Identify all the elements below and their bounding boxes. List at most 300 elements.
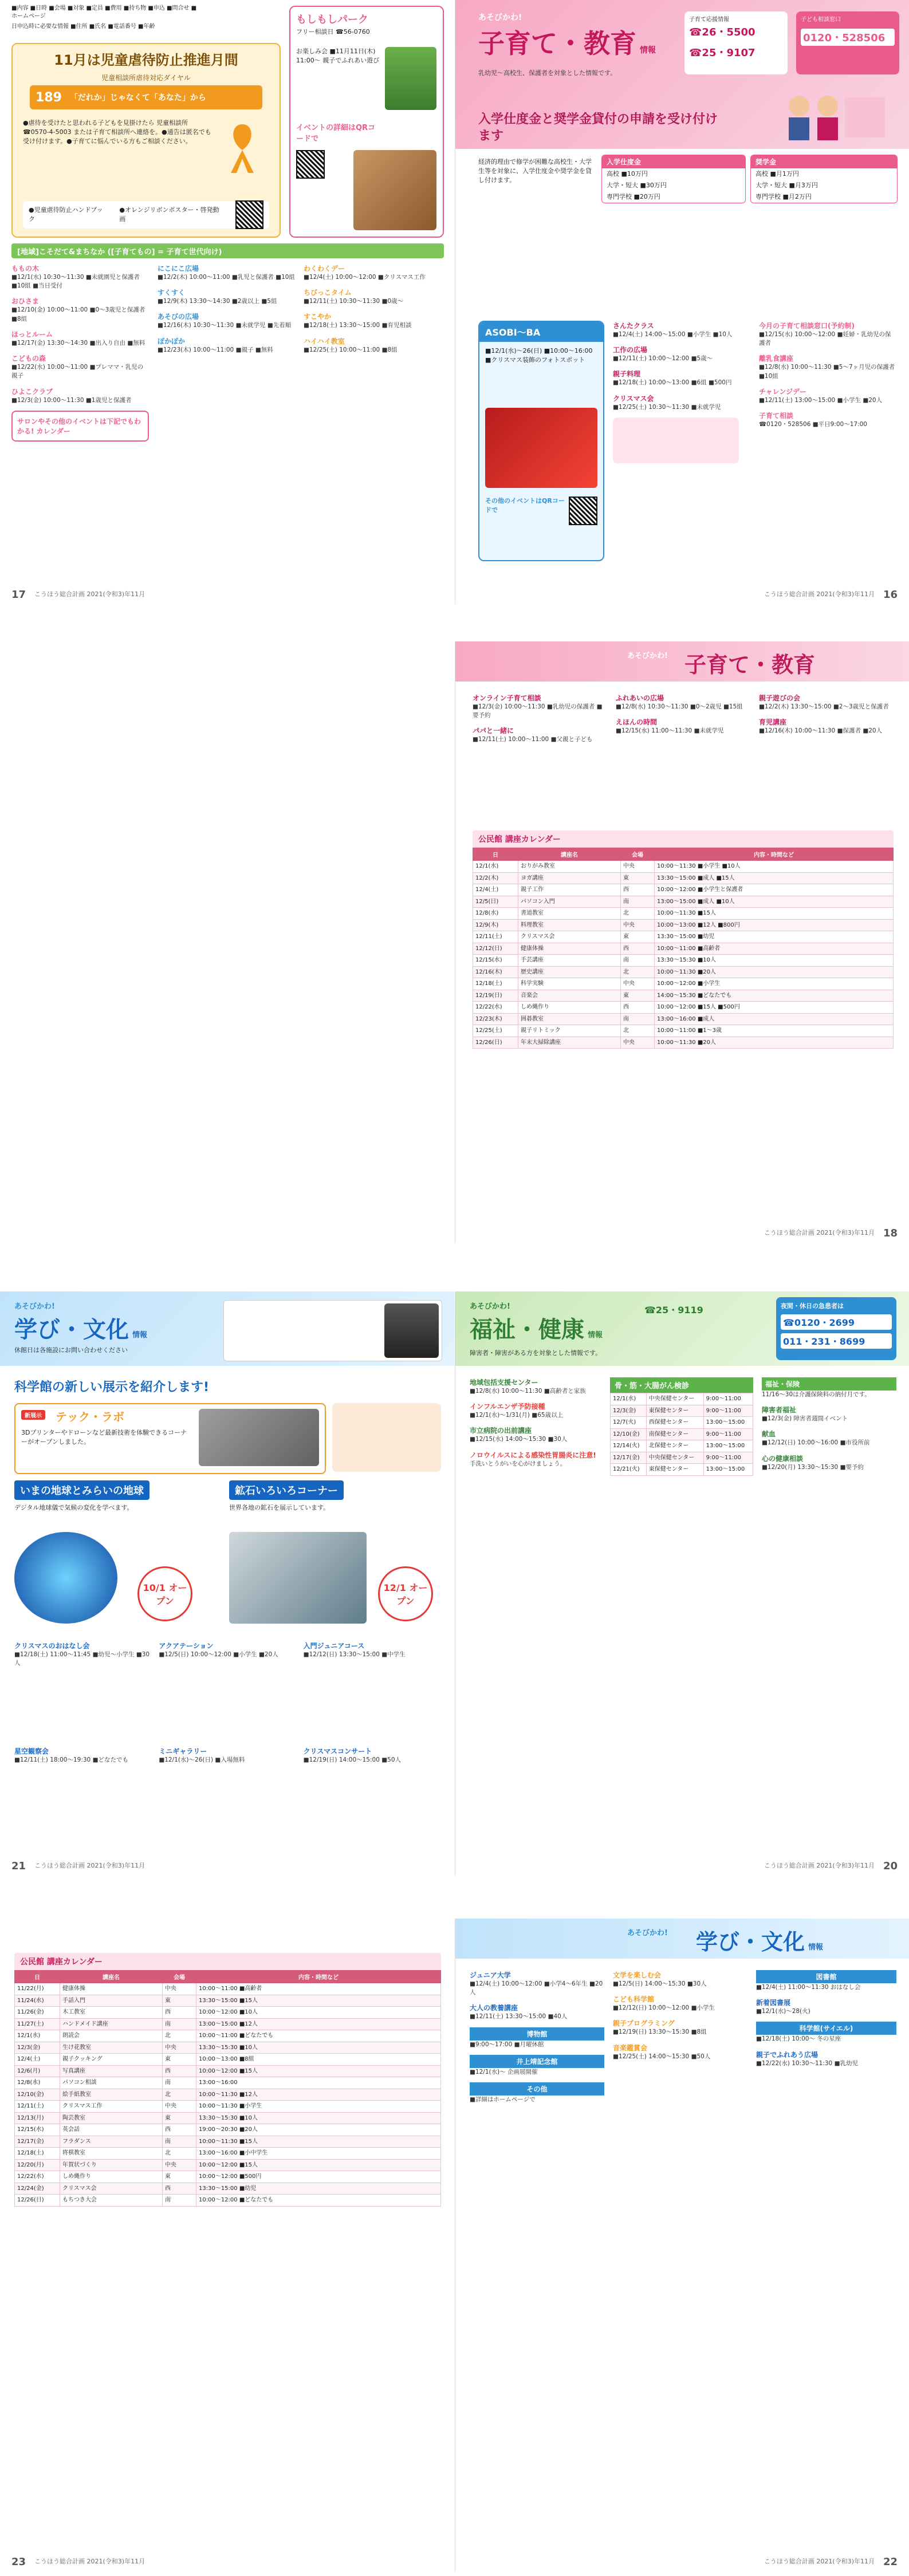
table-cell: 12/18(土) [473,978,518,990]
page-21 [0,1291,454,1876]
table-cell: 13:00〜15:00 [703,1464,753,1476]
table-cell: 12/15(水) [473,955,518,967]
emergency-phone[interactable]: ☎0120・2699 [781,1314,892,1330]
table-cell: もちつき大会 [60,2195,163,2207]
table-cell: 西保健センター [646,1417,703,1429]
item-title: にこにこ広場 [158,265,199,273]
item-body: ■12/18(土) 10:00〜 冬の星座 [756,2035,841,2043]
table-cell: パソコン相談 [60,2077,163,2089]
table-cell: 南 [621,896,655,908]
item-title: その他 [470,2082,604,2096]
list-item [616,717,750,735]
table-row [15,2112,441,2124]
list-item [158,336,295,355]
table-cell: 12/1(水) [611,1393,647,1405]
culture-col-2 [613,1970,747,2520]
table-cell: 北 [163,2089,196,2101]
col-c [759,693,894,825]
table-cell: 東 [163,2171,196,2183]
list-item [304,336,444,355]
table-cell: 手話入門 [60,1995,163,2007]
event-qr-title: イベントの詳細はQRコードで [296,124,376,143]
hotline-phone[interactable]: 0120・528506 [801,29,895,46]
page-18 [455,641,909,1243]
table-cell: 11/27(土) [15,2018,60,2030]
table-cell: 西 [163,2124,196,2136]
t2-row: 高校 ■月1万円 [755,170,799,178]
list-item [613,321,750,339]
item-body: ■12/2(木) 10:00〜11:00 ■乳児と保護者 ■10組 [158,274,295,281]
table-cell: 10:00〜12:00 ■15人 [196,2065,441,2077]
table-cell: 東 [163,2112,196,2124]
item-body: ■12/25(土) 10:00〜11:00 ■8組 [304,346,398,353]
table-cell: 東 [621,872,655,884]
item-body: ■12/16(木) 10:30〜11:30 ■未就学児 ■先着順 [158,322,292,329]
col-header: 講座名 [518,848,621,861]
techlab-body: 3Dプリンターやドローンなど最新技術を体験できるコーナーがオープンしました。 [21,1429,187,1445]
table-row [611,1452,753,1464]
list-item [613,2043,747,2061]
culture-col-3 [756,1970,896,2520]
item-title: ノロウイルスによる感染性胃腸炎に注意! [470,1451,596,1459]
page-20 [455,1291,909,1876]
list-item [470,2003,604,2021]
item-body: ■12/1(水)〜 企画展開催 [470,2068,538,2075]
table-row [611,1464,753,1476]
list-item [470,1970,604,1997]
item-body: ■12/2(木) 13:30〜15:00 ■2〜3歳児と保護者 [759,703,889,710]
mineral-title: 鉱石いろいろコーナー [229,1480,344,1500]
table-cell: 12/13(月) [15,2112,60,2124]
list-item [470,2027,604,2049]
table-cell: パソコン入門 [518,896,621,908]
table-cell: 12/3(金) [15,2042,60,2054]
item-title: 工作の広場 [613,346,648,355]
contact1-phone[interactable]: ☎26・5500 [689,26,755,38]
t1-row: 専門学校 ■20万円 [607,192,660,200]
title-text: 学び・文化 [14,1317,129,1343]
item-title: 図書館 [756,1970,896,1983]
table-cell: 料理教室 [518,919,621,931]
item-body: ■12/4(土) 10:00〜12:00 ■クリスマス工作 [304,274,426,281]
qr-code-icon [235,200,263,229]
mineral-photo [229,1532,367,1624]
table-cell: 絵手紙教室 [60,2089,163,2101]
item-body: ■12/9(木) 13:30〜14:30 ■2歳以上 ■5組 [158,298,277,305]
region-col-2 [158,263,295,561]
table-cell: 北 [621,1025,655,1037]
item-title: ぽかぽか [158,337,186,345]
table-cell: 中央 [163,2159,196,2171]
table-cell: しめ縄作り [518,1002,621,1014]
spread-23-22 [0,1919,909,2571]
table-cell: 11/22(月) [15,1983,60,1995]
table-cell: 生け花教室 [60,2042,163,2054]
table-cell: 10:00〜11:30 ■小学生 ■10人 [655,861,894,873]
page-footer: こうほう総合計画 2021(令和3)年11月 [764,1862,875,1869]
page-17 [0,0,454,604]
table-cell: 12/18(土) [15,2148,60,2160]
table-cell: 中央保健センター [646,1452,703,1464]
emergency-box [776,1297,896,1360]
table-cell: 12/15(水) [15,2124,60,2136]
item-title: 親子プログラミング [613,2019,675,2028]
table-cell: 12/21(火) [611,1464,647,1476]
item-body: ■12/5(日) 14:00〜15:30 ■30人 [613,1980,707,1987]
table-cell: 12/10(金) [611,1428,647,1440]
table-cell: しめ縄作り [60,2171,163,2183]
culture-col-1 [470,1970,604,2520]
table-cell: 12/9(木) [473,919,518,931]
table-cell: 東 [621,990,655,1002]
asobiba-card [478,321,604,561]
table-cell: 10:00〜11:30 ■12人 [196,2089,441,2101]
list-item [613,345,750,363]
list-item [304,1746,441,1830]
list-item [762,1429,896,1447]
item-body: ■12/12(日) 13:30〜15:00 ■中学生 [303,1651,406,1658]
item-title: ちびっこタイム [304,289,352,297]
page-22 [455,1919,909,2571]
globe-photo [14,1532,117,1624]
list-item [14,1746,152,1830]
list-item [158,312,295,330]
table-cell: 中央保健センター [646,1393,703,1405]
item-title: ジュニア大学 [470,1971,511,1979]
table-cell: 10:00〜13:00 ■12人 ■800円 [655,919,894,931]
title-sub: 情報 [588,1331,603,1340]
item-title: 文学を楽しむ会 [613,1971,662,1979]
item-title: さんたクラス [613,322,654,330]
table-cell: 朗読会 [60,2030,163,2042]
table-cell: 英会話 [60,2124,163,2136]
item-body: ■9:00〜17:00 ■月曜休館 [470,2041,544,2048]
list-item [158,287,295,306]
page-footer: こうほう総合計画 2021(令和3)年11月 [764,1229,875,1236]
item-body: ■12/15(水) 14:00〜15:30 ■30人 [470,1436,568,1443]
table-cell: 10:00〜11:30 ■15人 [196,2136,441,2148]
item-title: 育児講座 [759,718,787,727]
page-16 [455,0,909,604]
earth-title: いまの地球とみらいの地球 [14,1480,149,1500]
item-body: ■12/12(日) 10:00〜16:00 ■市役所前 [762,1439,870,1447]
col-header: 内容・時間など [655,848,894,861]
title-sub: 情報 [640,46,656,55]
intro-text: 障害者・障害がある方を対象とした情報です。 [470,1349,602,1357]
table-row [15,2018,441,2030]
item-title: すこやか [304,313,332,321]
item-body: ■12/8(水) 10:00〜11:30 ■5〜7ヶ月児の保護者 ■10組 [759,364,895,380]
dial-number: 189 [36,90,62,105]
list-item [762,1377,896,1399]
table-cell: 科学実験 [518,978,621,990]
item-body: ■12/1(水)〜26(日) ■入場無料 [159,1756,245,1763]
scholar-table-2 [750,155,898,203]
table-row [473,1037,894,1049]
table-cell: 西 [163,2065,196,2077]
list-item [14,1641,152,1734]
page-number: 20 [883,1860,898,1872]
campaign-body: ●虐待を受けたと思われる子どもを見掛けたら 児童相談所☎0570-4-5003 または子育て相談所へ連絡を。●通告は匿名でも受け付けます。●子育てに悩んでいる方もご相談ください。 [23,119,211,145]
table-cell: 10:00〜12:00 ■500円 [196,2171,441,2183]
table-row [473,955,894,967]
table-cell: 13:00〜15:00 [703,1417,753,1429]
table-row [15,2136,441,2148]
section-title [470,1311,603,1344]
item-title: えほんの時間 [616,718,658,727]
qr-code-icon [296,150,325,179]
table-cell: 13:00〜16:00 [196,2077,441,2089]
table-row [611,1393,753,1405]
table-cell: 囲碁教室 [518,1013,621,1025]
item-body: ■12/1(水)〜1/31(月) ■65歳以上 [470,1412,564,1419]
table-cell: 10:00〜11:00 ■高齢者 [655,943,894,955]
asobi-title: ASOBI〜BA [479,322,603,342]
scholar-table-1 [601,155,746,203]
table-cell: 10:00〜12:00 ■小学生と保護者 [655,884,894,896]
calendar-section [14,1953,441,2207]
item-body: ■12/18(土) 13:30〜15:00 ■育児相談 [304,322,412,329]
col-a [473,693,607,825]
table-cell: 12/26(日) [473,1037,518,1049]
item-title: 井上靖記念館 [470,2055,604,2068]
header-band [455,641,909,682]
item-body: 手洗いとうがいを心がけましょう。 [470,1460,566,1467]
list-item [756,2022,896,2043]
lab-photo [199,1409,319,1466]
table-row [15,2007,441,2019]
table-cell: 中央 [621,861,655,873]
calendar-body [15,1983,441,2207]
region-col-3 [304,263,444,561]
table-cell: 年賀状づくり [60,2159,163,2171]
spread-18 [0,641,909,1243]
item-body: ■12/19(日) 14:00〜15:00 ■50人 [303,1756,402,1763]
page-footer: こうほう総合計画 2021(令和3)年11月 [764,2558,875,2565]
table-cell: 北保健センター [646,1440,703,1452]
item-title: インフルエンザ予防接種 [470,1403,545,1411]
table-row [473,1002,894,1014]
t1-row: 大学・短大 ■30万円 [607,181,667,189]
emergency-phone-2[interactable]: 011・231・8699 [781,1333,892,1349]
item-title: 障害者福祉 [762,1406,797,1415]
item-body: ■12/11(土) 10:00〜12:00 ■5歳〜 [613,355,713,363]
table-cell: 中央 [621,978,655,990]
table-cell: 13:00〜16:00 ■小中学生 [196,2148,441,2160]
kicker: あそびかわ! [627,1929,668,1937]
table-cell: 東 [163,1995,196,2007]
item-body: ■12/19(日) 13:30〜15:30 ■8組 [613,2028,707,2036]
sculpture-photo [384,1303,439,1358]
table-cell: 12/8(水) [15,2077,60,2089]
item-title: すくすく [158,289,186,297]
table-cell: 13:30〜15:00 ■幼児 [196,2183,441,2195]
table-cell: 西 [621,1002,655,1014]
contact-phone[interactable]: ☎25・9119 [644,1305,703,1315]
xmas-photo [485,408,597,488]
list-item [11,353,149,380]
page-number: 22 [883,2556,898,2568]
table-cell: 12/4(土) [473,884,518,896]
page-footer: こうほう総合計画 2021(令和3)年11月 [34,1862,145,1869]
item-body: ■12/25(土) 14:00〜15:30 ■50人 [613,2053,711,2060]
item-title: ひよこクラブ [11,387,53,396]
page-footer: こうほう総合計画 2021(令和3)年11月 [764,590,875,598]
table-cell: 12/3(金) [611,1405,647,1417]
item-title: 福祉・保険 [762,1377,896,1391]
item-title: 音楽鑑賞会 [613,2043,648,2052]
welfare-right [762,1377,896,1824]
item-body: ■12/20(月) 13:30〜15:30 ■要予約 [762,1463,864,1471]
table-cell: 親子クッキング [60,2054,163,2066]
contact2-label: 子ども相談窓口 [801,17,841,23]
table-cell: 13:30〜15:00 ■幼児 [655,931,894,943]
list-item [762,1454,896,1472]
list-item [613,1994,747,2012]
list-item [11,387,149,405]
table-cell: 12/19(日) [473,990,518,1002]
table-cell: 北 [621,908,655,920]
table-cell: 13:30〜15:30 ■10人 [655,955,894,967]
item-body: ■12/4(土) 14:00〜15:00 ■小学生 ■10人 [613,331,733,338]
table-cell: 13:30〜15:30 ■10人 [196,2042,441,2054]
table-cell: 10:00〜11:00 ■どなたでも [196,2030,441,2042]
table-row [15,2042,441,2054]
table-row [15,2089,441,2101]
campaign-link-box[interactable] [23,201,269,229]
table-cell: 10:00〜12:00 ■どなたでも [196,2195,441,2207]
table-cell: 12/10(金) [15,2089,60,2101]
item-body: ■12/18(土) 11:00〜11:45 ■幼児〜小学生 ■30人 [14,1651,150,1667]
earth-body: デジタル地球儀で気候の変化を学べます。 [14,1504,133,1511]
item-title: 親子遊びの会 [759,694,801,702]
table-row [15,2054,441,2066]
techlab-title: テック・ラボ [56,1410,124,1424]
col-b [616,693,750,825]
page-23 [0,1919,454,2571]
table-cell: 12/20(月) [15,2159,60,2171]
table-cell: 10:00〜11:30 ■20人 [655,1037,894,1049]
contact3-phone[interactable]: ☎25・9107 [689,47,755,59]
legend: ■内容 ■日時 ■会場 ■対象 ■定員 ■費用 ■持ち物 ■申込 ■問合せ ■ホームページ [11,5,197,19]
right-column [759,321,896,561]
item-body: ■12/5(日) 10:00〜12:00 ■小学生 ■20人 [159,1651,278,1658]
table-cell: 11/26(金) [15,2007,60,2019]
table-cell: 健康体操 [60,1983,163,1995]
item-body: ■12/3(金) 障害者週間イベント [762,1415,848,1423]
list-item [470,1450,601,1468]
table-cell: 12/6(月) [15,2065,60,2077]
item-body: ■12/11(土) 10:30〜11:30 ■0歳〜 [304,298,404,305]
table-row [15,2171,441,2183]
item-title: 市立病院の出前講座 [470,1427,532,1435]
list-item [759,717,894,735]
table-row [611,1440,753,1452]
table-cell: 歴史講座 [518,966,621,978]
kids-illustration [613,417,739,463]
table-cell: 10:00〜12:00 ■小学生 [655,978,894,990]
table-cell: 12/14(火) [611,1440,647,1452]
table-cell: 10:00〜11:30 ■15人 [655,908,894,920]
title-text: 学び・文化 [696,1929,805,1955]
table-cell: 12/2(木) [473,872,518,884]
table-cell: 10:00〜11:00 ■高齢者 [196,1983,441,1995]
list-item [473,693,607,720]
item-title: アクアテーション [159,1642,214,1650]
table-cell: 9:00〜11:00 [703,1393,753,1405]
room-photo [353,150,436,230]
item-body: ☎0120・528506 ■平日9:00〜17:00 [759,421,867,428]
table-cell: ハンドメイド講座 [60,2018,163,2030]
list-item [759,693,894,711]
section-title: 子育て・教育 [684,652,816,678]
table-row [473,966,894,978]
item-body: ■詳細はホームページで [470,2096,536,2104]
table-row [473,919,894,931]
hotline-box [796,11,899,74]
table-cell: 東保健センター [646,1464,703,1476]
table-cell: 南 [163,2136,196,2148]
section-title [696,1924,823,1956]
list-item [470,1401,601,1420]
table-cell: 13:30〜15:30 ■10人 [196,2112,441,2124]
handbook-link[interactable]: ●児童虐待防止ハンドブック [29,206,103,223]
intro-text: 休館日は各施設にお問い合わせください [14,1346,128,1354]
table-cell: 親子工作 [518,884,621,896]
table-cell: 南保健センター [646,1428,703,1440]
table-row [15,2077,441,2089]
item-title: ももの木 [11,265,40,273]
item-title: 献血 [762,1430,776,1439]
item-title: 親子料理 [613,370,641,379]
calendar-table [473,848,894,1049]
screening-table [610,1377,753,1476]
table-row [15,1983,441,1995]
table-cell: 13:00〜16:00 ■成人 [655,1013,894,1025]
item-body: ■12/15(水) 10:00〜12:00 ■妊婦・乳幼児の保護者 [759,331,891,347]
kicker: あそびかわ! [478,13,522,22]
table-cell: 12/11(土) [15,2101,60,2113]
table-cell: 中央 [621,919,655,931]
table-cell: 12/23(木) [473,1013,518,1025]
table-cell: 12/17(金) [611,1452,647,1464]
table-cell: 南 [163,2195,196,2207]
table-row [473,884,894,896]
item-title: こどもの森 [11,355,46,363]
table-cell: クリスマス会 [518,931,621,943]
table-cell: 南 [621,955,655,967]
page-number: 18 [883,1227,898,1239]
title-sub: 情報 [808,1943,824,1952]
list-item [756,2050,896,2068]
item-title: オンライン子育て相談 [473,694,541,702]
item-body: ■12/1(水) 10:30〜11:30 ■未就園児と保護者 ■10組 ■当日受付 [11,274,140,290]
list-item [613,393,750,412]
item-body: ■12/3(金) 10:00〜11:30 ■1歳児と保護者 [11,396,132,404]
list-item [759,411,896,429]
item-title: 大人の教養講座 [470,2004,518,2012]
table-row [473,931,894,943]
table-row [473,861,894,873]
table-cell: 9:00〜11:00 [703,1452,753,1464]
table-row [473,1013,894,1025]
item-body: ■12/8(水) 10:30〜11:30 ■0〜2歳児 ■15組 [616,703,743,710]
item-body: ■12/17(金) 13:30〜14:30 ■出入り自由 ■無料 [11,339,145,346]
poster-link[interactable]: ●オレンジリボンポスター・啓発動画 [119,206,219,223]
table-cell: 12/22(水) [473,1002,518,1014]
list-item [159,1641,296,1734]
list-item [470,1377,601,1396]
